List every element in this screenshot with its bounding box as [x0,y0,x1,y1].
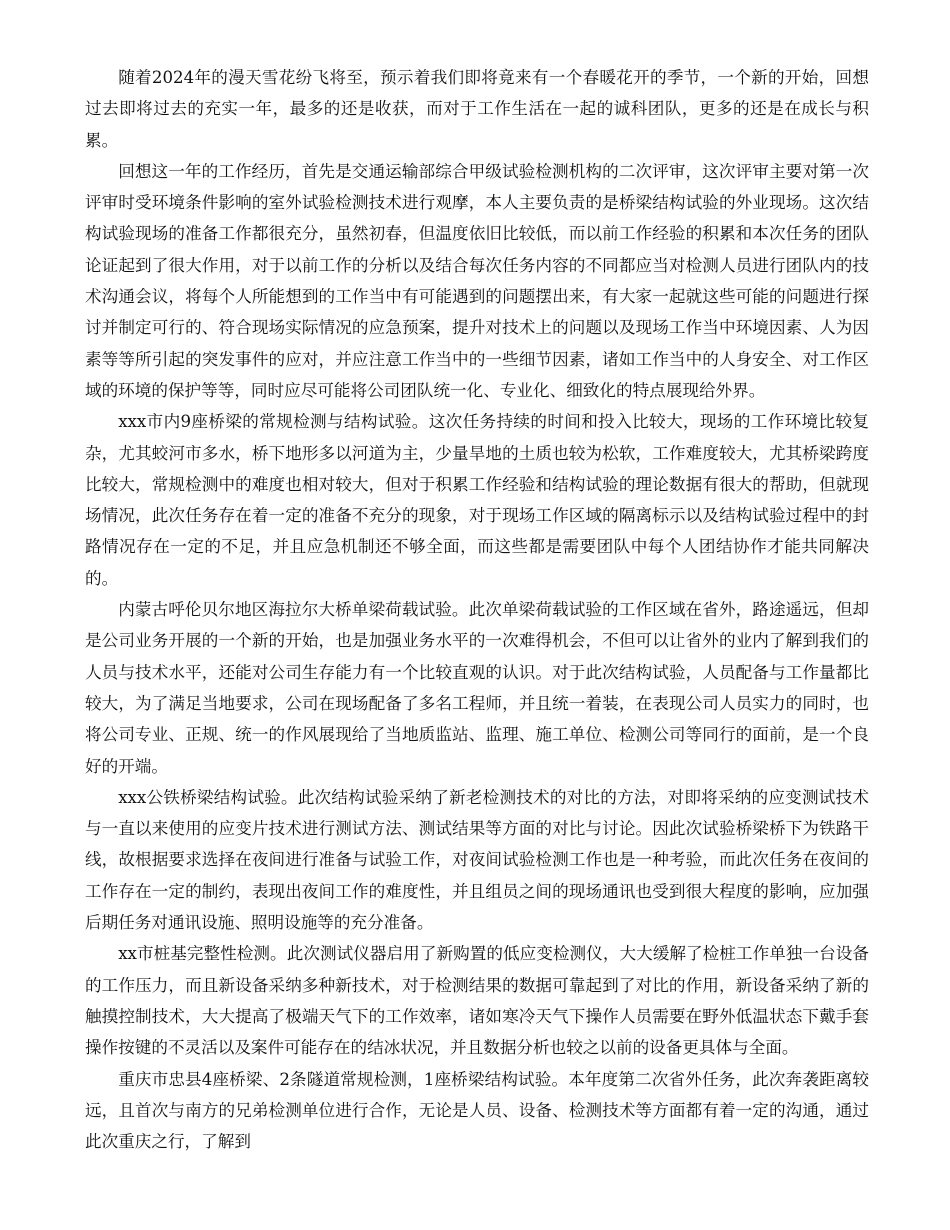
paragraph-nine-bridges: xxx市内9座桥梁的常规检测与结构试验。这次任务持续的时间和投入比较大，现场的工作环境比较复杂，尤其蛟河市多水，桥下地形多以河道为主，少量旱地的土质也较为松软，工作难度较大，尤其桥梁跨度比较大，常规检测中的难度也相对较大，但对于积累工作经验和结构试验的理论数据有很大的帮助，但就现场情况，此次任务存在着一定的准备不充分的现象，对于现场工作区域的隔离标示以及结构试验过程中的封路情况存在一定的不足，并且应急机制还不够全面，而这些都是需要团队中每个人团结协作才能共同解决的。 [85,412,869,588]
paragraph-pile-testing: xx市桩基完整性检测。此次测试仪器启用了新购置的低应变检测仪，大大缓解了检桩工作单独一台设备的工作压力，而且新设备采纳多种新技术，对于检测结果的数据可靠起到了对比的作用，新设备采纳了新的触摸控制技术，大大提高了极端天气下的工作效率，诸如寒冷天气下操作人员需要在野外低温状态下戴手套操作按键的不灵活以及案件可能存在的结冰状况，并且数据分析也较之以前的设备更具体与全面。 [85,944,869,1058]
document-page [85,62,869,1157]
paragraph-hailar-bridge: 内蒙古呼伦贝尔地区海拉尔大桥单梁荷载试验。此次单梁荷载试验的工作区域在省外，路途遥远，但却是公司业务开展的一个新的开始，也是加强业务水平的一次难得机会，不但可以让省外的业内了解到我们的人员与技术水平，还能对公司生存能力有一个比较直观的认识。对于此次结构试验，人员配备与工作量都比较大，为了满足当地要求，公司在现场配备了多名工程师，并且统一着装，在表现公司人员实力的同时，也将公司专业、正规、统一的作风展现给了当地质监站、监理、施工单位、检测公司等同行的面前，是一个良好的开端。 [85,600,869,776]
paragraph-intro: 随着2024年的漫天雪花纷飞将至，预示着我们即将竟来有一个春暖花开的季节，一个新的开始，回想过去即将过去的充实一年，最多的还是收获，而对于工作生活在一起的诚科团队，更多的还是在成长与积累。 [85,68,869,150]
paragraph-review: 回想这一年的工作经历，首先是交通运输部综合甲级试验检测机构的二次评审，这次评审主要对第一次评审时受环境条件影响的室外试验检测技术进行观摩，本人主要负责的是桥梁结构试验的外业现场。这次结构试验现场的准备工作都很充分，虽然初春，但温度依旧比较低，而以前工作经验的积累和本次任务的团队论证起到了很大作用，对于以前工作的分析以及结合每次任务内容的不同都应当对检测人员进行团队内的技术沟通会议，将每个人所能想到的工作当中有可能遇到的问题摆出来，有大家一起就这些可能的问题进行探讨并制定可行的、符合现场实际情况的应急预案，提升对技术上的问题以及现场工作当中环境因素、人为因素等等所引起的突发事件的应对，并应注意工作当中的一些细节因素，诸如工作当中的人身安全、对工作区域的环境的保护等等，同时应尽可能将公司团队统一化、专业化、细致化的特点展现给外界。 [85,161,869,400]
paragraph-rail-bridge: xxx公铁桥梁结构试验。此次结构试验采纳了新老检测技术的对比的方法，对即将采纳的应变测试技术与一直以来使用的应变片技术进行测试方法、测试结果等方面的对比与讨论。因此次试验桥梁桥下为铁路干线，故根据要求选择在夜间进行准备与试验工作，对夜间试验检测工作也是一种考验，而此次任务在夜间的工作存在一定的制约，表现出夜间工作的难度性，并且组员之间的现场通讯也受到很大程度的影响，应加强后期任务对通讯设施、照明设施等的充分准备。 [85,787,869,933]
paragraph-chongqing: 重庆市忠县4座桥梁、2条隧道常规检测，1座桥梁结构试验。本年度第二次省外任务，此次奔袭距离较远，且首次与南方的兄弟检测单位进行合作，无论是人员、设备、检测技术等方面都有着一定的沟通，通过此次重庆之行，了解到 [85,1069,869,1152]
